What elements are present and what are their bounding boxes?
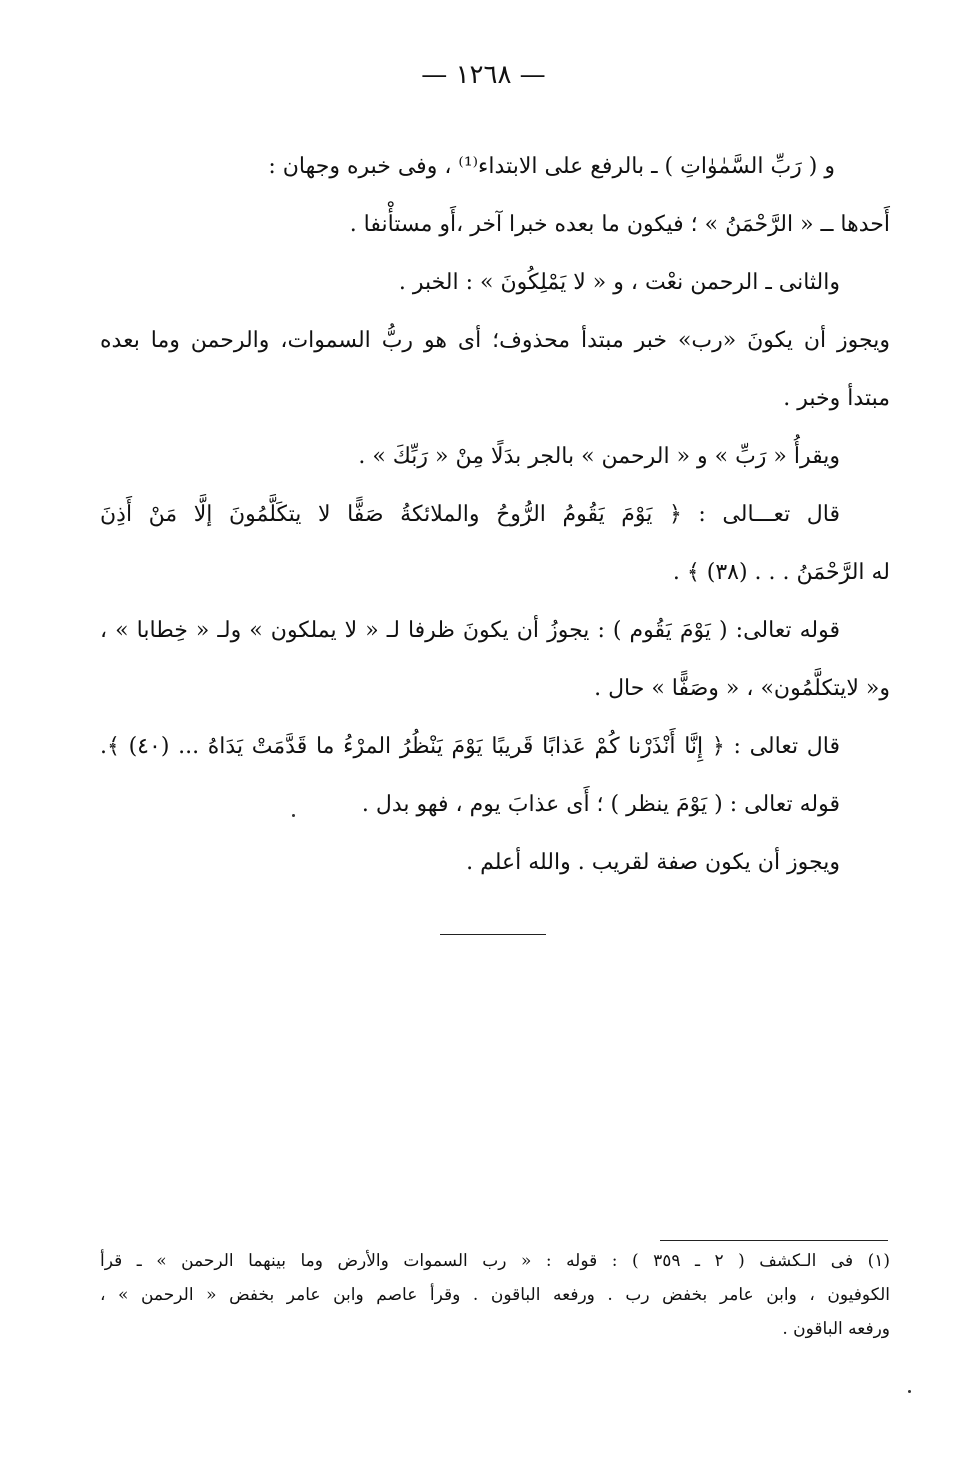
text-line: قوله تعالى : ( يَوْمَ ينظر ) ؛ أَى عذابَ يوم ، فهو بدل . — [361, 792, 840, 817]
footnote-divider — [660, 1240, 888, 1241]
page-number: — ١٢٦٨ — — [421, 60, 546, 90]
section-divider — [440, 934, 546, 935]
body-text — [100, 138, 890, 892]
text-line: ويجوز أن يكونَ «رب» خبر مبتدأ محذوف؛ أى هو ربُّ السموات، والرحمن وما بعده — [100, 328, 890, 353]
text-line: قال تعالى : ﴿ إِنَّا أَنْذَرْنا كُمْ عَذابًا قَريبًا يَوْمَ يَنْظُرُ المرْءُ ما قَدَّمَتْ يَدَاهُ ... (٤٠) ﴾. — [100, 734, 840, 759]
footnotes — [100, 1244, 890, 1346]
text-line: مبتدأ وخبر . — [783, 386, 890, 411]
footnote-line: الكوفيون ، وابن عامر بخفض رب . ورفعه الباقون . وقرأ عاصم وابن عامر بخفض « الرحمن » ، — [100, 1285, 890, 1305]
scan-speck — [292, 814, 295, 817]
text-line: ويجوز أن يكون صفة لقريب . والله أعلم . — [466, 850, 840, 875]
text-line: و« لايتكلَّمُون» ، « وصَفًّا » حال . — [594, 676, 890, 701]
footnote-line: ورفعه الباقون . — [782, 1319, 890, 1339]
text-line: قال تعـــالى : ﴿ يَوْمَ يَقُومُ الرُّوحُ والملائكةُ صَفًّا لا يتكَلَّمُونَ إلَّا مَنْ أَذِنَ — [100, 502, 840, 527]
text-line: أَحدها ــ « الرَّحْمَنُ » ؛ فيكون ما بعده خبرا آخر ،أَو مستأْنفا . — [349, 212, 890, 237]
text-line: له الرَّحْمَنُ . . . (٣٨) ﴾ . — [672, 560, 890, 585]
footnote-line: (١) فى الـكشف ( ٢ ـ ٣٥٩ ) : قوله : « رب السموات والأرض وما بينهما الرحمن » ـ قرأ — [100, 1251, 890, 1271]
text-line: و ( رَبِّ السَّمٰوٰاتِ ) ـ بالرفع على الابتداء⁽¹⁾ ، وفى خبره وجهان : — [268, 154, 835, 179]
text-line: قوله تعالى: ( يَوْمَ يَقُوم ) : يجوزُ أن يكونَ ظرفا لـ « لا يملكون » ولـ « خِطابا » ، — [100, 618, 840, 643]
scan-speck — [908, 1390, 911, 1393]
text-line: ويقرأُ « رَبِّ » و « الرحمن » بالجر بدَلًا مِنْ « رَبِّكَ » . — [358, 444, 840, 469]
text-line: والثانى ـ الرحمن نعْت ، و « لا يَمْلِكُونَ » : الخبر . — [398, 270, 840, 295]
